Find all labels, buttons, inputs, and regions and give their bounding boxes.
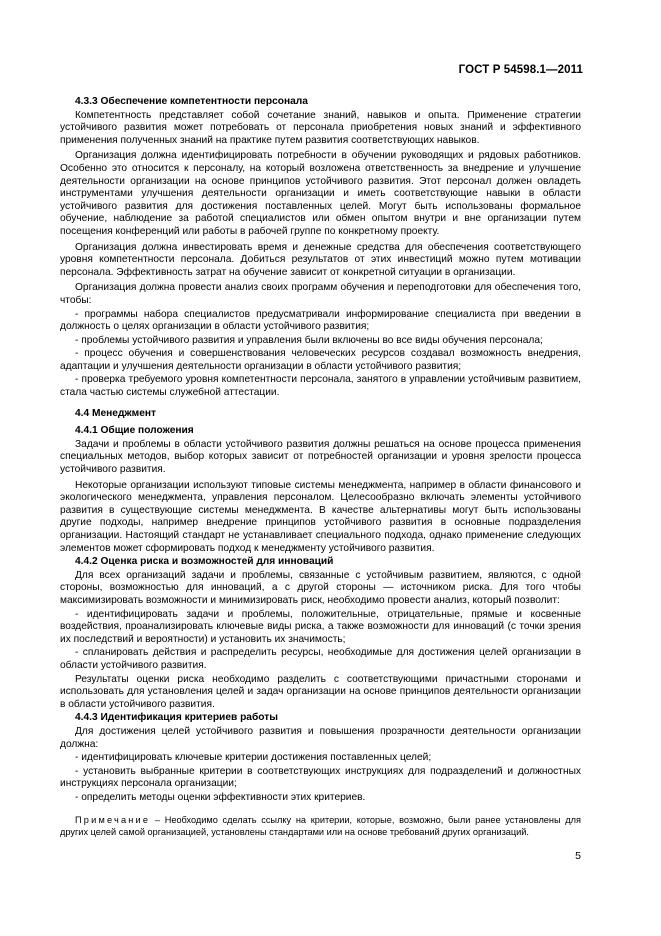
- paragraph: Организация должна провести анализ своих программ обучения и переподготовки для обеспечения того, чтобы:: [60, 282, 581, 306]
- note-text: – Необходимо сделать ссылку на критерии, которые, возможно, были ранее установлены для других целей самой организацией, установлены стандартами или на основе требований других организаций.: [60, 815, 581, 838]
- page-number: 5: [575, 850, 581, 862]
- list-item: - проверка требуемого уровня компетентности персонала, занятого в управлении устойчивым развитием, стала частью системы служебной аттестации.: [60, 374, 581, 399]
- section-heading-4-3-3: 4.3.3 Обеспечение компетентности персонала: [75, 96, 308, 107]
- list-item: - процесс обучения и совершенствования человеческих ресурсов создавал возможность внедрения, адаптации и улучшения деятельности организации в области устойчивого развития;: [60, 348, 581, 372]
- standard-number: ГОСТ Р 54598.1—2011: [458, 64, 583, 76]
- paragraph: Некоторые организации используют типовые системы менеджмента, например в области финансового и экологического менеджмента, управления персоналом. Целесообразно включать элементы устойчивого развития в существующие системы менеджмента. В качестве альтернативы могут быть использованы другие подходы, например внедрение принципов устойчивого развития в основные подразделения организации. Настоящий стандарт не устанавливает специального подхода, однако применение следующих элементов может сформировать подход к менеджменту устойчивого развития.: [60, 479, 581, 554]
- page-content: [60, 96, 581, 839]
- list-item: - идентифицировать ключевые критерии достижения поставленных целей;: [75, 752, 432, 764]
- list-item: - программы набора специалистов предусматривали информирование специалиста при введении в должность о целях организации в области устойчивого развития;: [60, 308, 581, 333]
- section-heading-4-4: 4.4 Менеджмент: [75, 407, 156, 419]
- section-heading-4-4-1: 4.4.1 Общие положения: [75, 425, 194, 437]
- list-item: - установить выбранные критерии в соответствующих инструкциях для подразделений и должностных инструкциях персонала организации;: [60, 765, 581, 790]
- section-heading-4-4-2: 4.4.2 Оценка риска и возможностей для инноваций: [75, 556, 334, 568]
- paragraph: Организация должна идентифицировать потребности в обучении руководящих и рядовых работников. Особенно это относится к персоналу, на который возложена ответственность за внедрение и улучшение деятельности организации на основе принципов устойчивого развития. Этот персонал должен овладеть инструментами улучшения деятельности организации и иметь соответствующие навыки в области устойчивого развития для достижения поставленных целей. Могут быть использованы формальное обучение, наблюдение за работой специалистов или обмен опытом внутри и вне организации путем посещения конференций или работы в рабочей группе по конкретному проекту.: [60, 150, 581, 237]
- note-label: Примечание: [75, 815, 151, 826]
- list-item: - проблемы устойчивого развития и управления были включены во все виды обучения персонала;: [75, 334, 543, 346]
- paragraph: Компетентность представляет собой сочетание знаний, навыков и опыта. Применение стратегии устойчивого развития может потребовать от персонала приобретения новых знаний и эффективного применения полученных знаний на практике путем развития соответствующих навыков.: [60, 109, 581, 146]
- paragraph: Задачи и проблемы в области устойчивого развития должны решаться на основе процесса применения специальных методов, выбор которых зависит от потребностей организации и уровня зрелости процесса устойчивого развития.: [60, 438, 581, 476]
- paragraph: Для всех организаций задачи и проблемы, связанные с устойчивым развитием, являются, с одной стороны, возможностью для инноваций, а с другой стороны — источником риска. Для того чтобы максимизировать возможности и минимизировать риск, необходимо провести анализ, который позволит:: [60, 569, 581, 606]
- paragraph: Организация должна инвестировать время и денежные средства для обеспечения соответствующего уровня компетентности персонала. Добиться результатов от этих инвестиций можно путем мотивации персонала. Эффективность затрат на обучение зависит от конкретной ситуации в организации.: [60, 241, 581, 278]
- list-item: - определить методы оценки эффективности этих критериев.: [75, 791, 366, 803]
- note: [60, 815, 581, 838]
- paragraph: Результаты оценки риска необходимо разделить с соответствующими причастными сторонами и использовать для установления целей и задач организации на основе принципов деятельности организации в области устойчивого развития.: [60, 673, 581, 710]
- paragraph: Для достижения целей устойчивого развития и повышения прозрачности деятельности организации должна:: [60, 725, 581, 750]
- list-item: - спланировать действия и распределить ресурсы, необходимые для достижения целей организации в области устойчивого развития.: [60, 647, 581, 671]
- section-heading-4-4-3: 4.4.3 Идентификация критериев работы: [75, 712, 278, 724]
- list-item: - идентифицировать задачи и проблемы, положительные, отрицательные, прямые и косвенные воздействия, проанализировать ключевые виды риска, а также возможности для инноваций (с точки зрения их последствий и вероятности) и установить их значимость;: [60, 608, 581, 645]
